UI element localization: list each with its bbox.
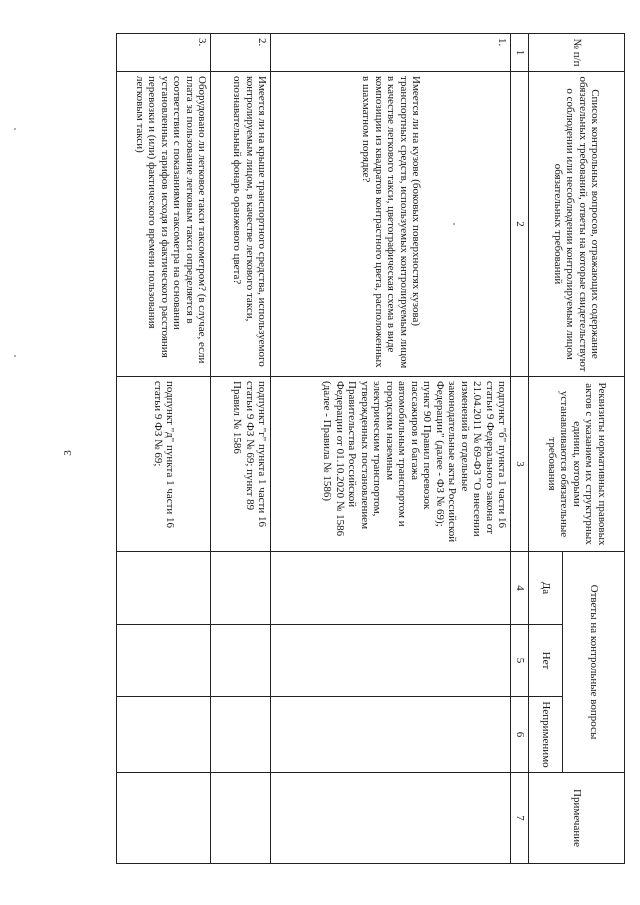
- row-number: 1.: [271, 34, 511, 72]
- question-text: Имеется ли на крыше транспортного средства, используемого контролируемым лицом, в качестве легкового такси, опознавательный фонарь оранжевого цвета?: [211, 72, 271, 377]
- answer-na-cell[interactable]: [117, 697, 211, 773]
- question-text: Оборудовано ли легковое такси таксометром? (в случае, если плата за пользование легковым такси определяется в соответствии с показаниями таксометра на основании установленных тарифов исходя из фактического расстояния перевозки и (или) фактического времени пользования легковым такси): [117, 72, 211, 377]
- header-acts: Реквизиты нормативных правовых актов с указанием их структурных единиц, которыми устанавливаются обязательные требования: [529, 377, 625, 552]
- header-questions: Список контрольных вопросов, отражающих содержание обязательных требований, ответы на которые свидетельствуют о соблюдении или несоблюдении контролируемым лицом обязательных требований: [529, 72, 625, 377]
- row-number: 2.: [211, 34, 271, 72]
- answer-na-cell[interactable]: [271, 697, 511, 773]
- scan-speck: [14, 128, 16, 130]
- question-text: Имеется ли на кузове (боковых поверхностях кузова) транспортных средств, используемых контролируемым лицом в качестве легкового такси, цветографическая схема в виде композиции из квадратов контрастного цвета, расположенных в шахматном порядке?: [271, 72, 511, 377]
- answer-na-cell[interactable]: [211, 697, 271, 773]
- col-number: 2: [511, 72, 529, 377]
- table-row: [117, 34, 211, 864]
- answer-yes-cell[interactable]: [211, 552, 271, 625]
- col-number: 3: [511, 377, 529, 552]
- header-not-applicable: Неприменимо: [529, 697, 563, 773]
- answer-yes-cell[interactable]: [271, 552, 511, 625]
- col-number: 6: [511, 697, 529, 773]
- legal-act-text: подпункт "д" пункта 1 части 16 статьи 9 ФЗ № 69;: [117, 377, 211, 552]
- scan-speck: [14, 355, 16, 357]
- checklist-table: [117, 33, 626, 864]
- col-number: 5: [511, 625, 529, 697]
- answer-no-cell[interactable]: [271, 625, 511, 697]
- answer-yes-cell[interactable]: [117, 552, 211, 625]
- table-row: [271, 34, 511, 864]
- legal-act-text: подпункт "б" пункта 1 части 16 статьи 9 Федерального закона от 21.04.2011 № 69-ФЗ "О внесении изменений в отдельные законодательные акты Российской Федерации" (далее - ФЗ № 69); пункт 90 Правил перевозок пассажиров и багажа автомобильным транспортом и городским наземным электрическим транспортом, утвержденных постановлением Правительства Российской Федерации от 01.10.2020 № 1586 (далее - Правила № 1586): [271, 377, 511, 552]
- answer-no-cell[interactable]: [117, 625, 211, 697]
- header-yes: Да: [529, 552, 563, 625]
- note-cell[interactable]: [271, 773, 511, 864]
- legal-act-text: подпункт "г" пункта 1 части 16 статьи 9 ФЗ № 69; пункт 89 Правил № 1586: [211, 377, 271, 552]
- col-number: 1: [511, 34, 529, 72]
- col-number: 7: [511, 773, 529, 864]
- row-number: 3.: [117, 34, 211, 72]
- table-row: [211, 34, 271, 864]
- header-no: № п/п: [529, 34, 625, 72]
- page-number: 3: [62, 450, 74, 456]
- header-answers: Ответы на контрольные вопросы: [563, 552, 625, 773]
- note-cell[interactable]: [211, 773, 271, 864]
- header-note: Примечание: [529, 773, 625, 864]
- answer-no-cell[interactable]: [211, 625, 271, 697]
- column-number-row: [511, 34, 529, 864]
- rotated-page: [62, 33, 625, 863]
- note-cell[interactable]: [117, 773, 211, 864]
- col-number: 4: [511, 552, 529, 625]
- header-no-answer: Нет: [529, 625, 563, 697]
